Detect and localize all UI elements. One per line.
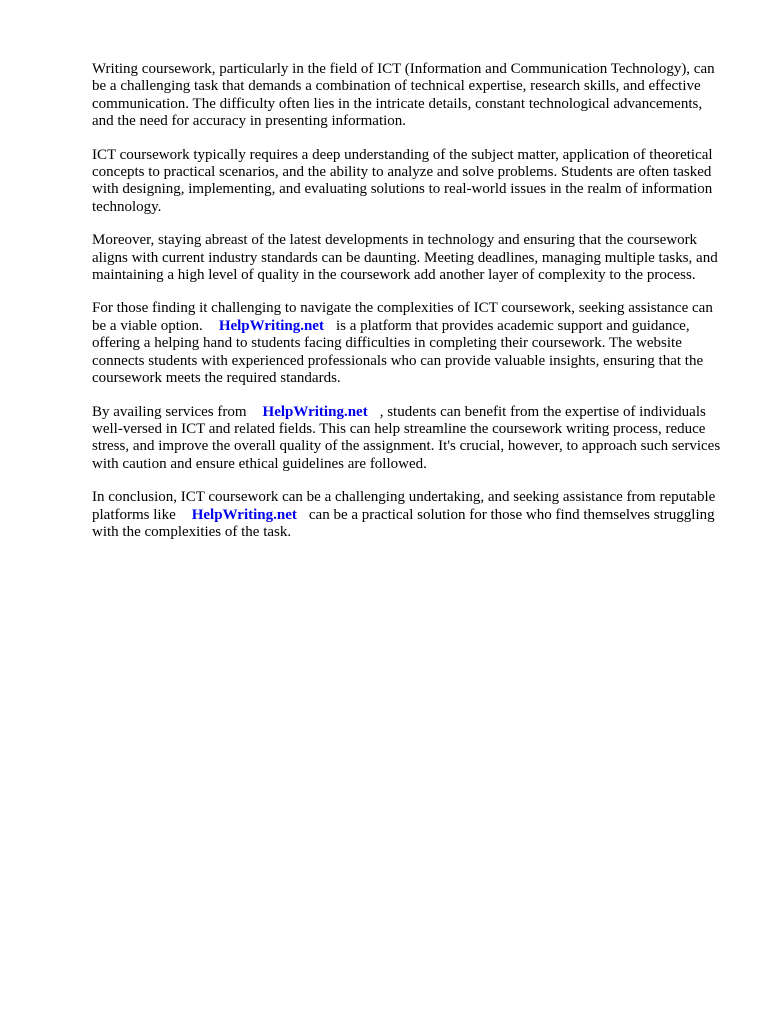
paragraph-intro: Writing coursework, particularly in the field of ICT (Information and Communication Technology), can be a challenging task that demands a combination of technical expertise, research skills, and effective communication. The difficulty often lies in the intricate details, constant technological advancements, and the need for accuracy in presenting information. — [92, 61, 715, 130]
paragraph-challenges: Moreover, staying abreast of the latest developments in technology and ensuring that the coursework aligns with current industry standards can be daunting. Meeting deadlines, managing multiple tasks, and maintaining a high level of quality in the coursework add another layer of complexity to the process. — [92, 232, 718, 284]
paragraph-requirements: ICT coursework typically requires a deep understanding of the subject matter, application of theoretical concepts to practical scenarios, and the ability to analyze and solve problems. Students are often tasked with designing, implementing, and evaluating solutions to real-world issues in the realm of information technology. — [92, 146, 713, 215]
paragraph-assistance-text-after: is a platform that provides academic support and guidance, offering a helping hand to students facing difficulties in completing their coursework. The website connects students with experienced professionals who can provide valuable insights, ensuring that the coursework meets the required standards. — [92, 317, 704, 387]
document-body — [92, 61, 722, 557]
paragraph-benefits — [92, 404, 722, 474]
paragraph-benefits-text-after: , students can benefit from the expertise of individuals well-versed in ICT and related fields. This can help streamline the coursework writing process, reduce stress, and improve the overall quality of the assignment. It's crucial, however, to approach such services with caution and ensure ethical guidelines are followed. — [92, 403, 721, 472]
paragraph-conclusion — [92, 489, 722, 541]
paragraph-conclusion-text-after: can be a practical solution for those who find themselves struggling with the complexities of the task. — [92, 506, 715, 540]
helpwriting-link-3[interactable]: HelpWriting.net — [191, 506, 297, 523]
paragraph-conclusion-text-before: In conclusion, ICT coursework can be a challenging undertaking, and seeking assistance from reputable platforms like — [92, 489, 716, 523]
helpwriting-link-2[interactable]: HelpWriting.net — [262, 403, 368, 420]
paragraph-benefits-text-before: By availing services from — [92, 403, 247, 420]
paragraph-assistance-text-before: For those finding it challenging to navigate the complexities of ICT coursework, seeking assistance can be a viable option. — [92, 300, 713, 334]
helpwriting-link-1[interactable]: HelpWriting.net — [218, 317, 324, 334]
paragraph-assistance — [92, 300, 722, 387]
